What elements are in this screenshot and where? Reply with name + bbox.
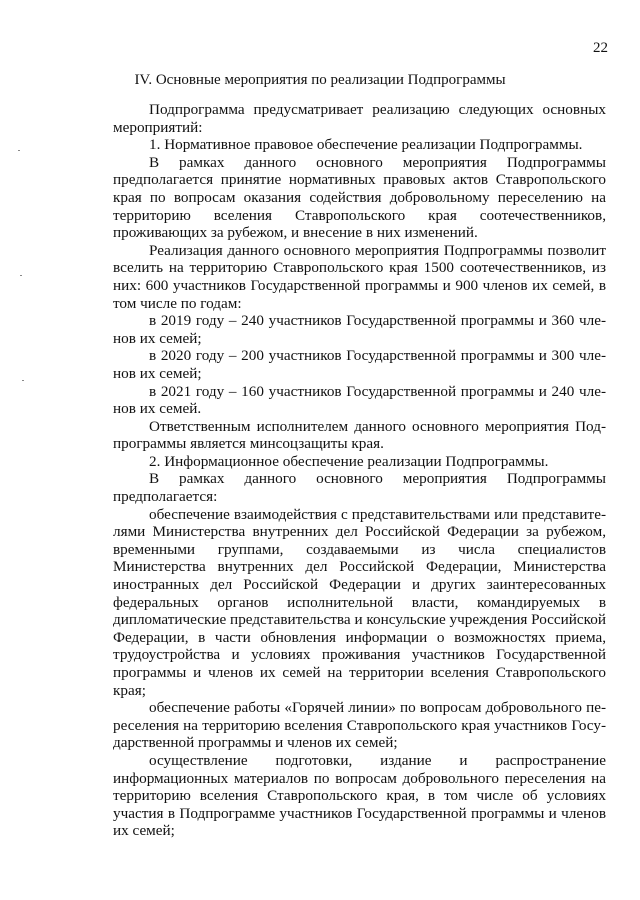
paragraph-item-2-heading: 2. Информационное обеспечение реализации Подпрограммы. <box>149 452 549 470</box>
paragraph-year-2021: в 2021 году – 160 участников Государственной программы и 240 членов их семей. <box>113 382 606 418</box>
paragraph-item-1-result: Реализация данного основного мероприятия Подпрограммы позволит вселить на территорию Ставропольского края 1500 соотечественников, из них: 600 участников Государственной программы и 900 членов их семей, в том числе по годам: <box>113 241 606 312</box>
paragraph-item-1-executor: Ответственным исполнителем данного основного мероприятия Подпрограммы является минсоцзащиты края. <box>113 417 606 453</box>
scan-speck <box>20 275 22 276</box>
paragraph-year-2019: в 2019 году – 240 участников Государственной программы и 360 членов их семей; <box>113 312 606 347</box>
paragraph-item-2-interaction: обеспечение взаимодействия с представительствами или представителями Министерства внутренних дел Российской Федерации за рубежом, временными группами, создаваемыми из числа специалистов Министерства внутренних дел Российской Федерации, Министерства иностранных дел Российской Федерации и других заинтересованных федеральных органов исполнительной власти, командируемых в дипломатические представительства и консульские учреждения Российской Федерации, в части обновления информации о возможностях приема, трудоустройства и условиях проживания участников Государственной программы и членов их семей на территории вселения Ставропольского края; <box>113 505 606 699</box>
paragraph-item-1-description: В рамках данного основного мероприятия Подпрограммы предполагается принятие нормативных правовых актов Ставропольского края по вопросам оказания содействия добровольному переселению на территорию вселения Ставропольского края соотечественников, проживающих за рубежом, и внесение в них изменений. <box>113 153 606 242</box>
paragraph-item-2-materials: осуществление подготовки, издание и распространение информационных материалов по вопросам добровольного переселения на территорию вселения Ставропольского края, в том числе об условиях участия в Подпрограмме участников Государственной программы и членов их семей; <box>113 751 606 840</box>
scan-speck <box>18 150 20 151</box>
scan-speck <box>22 380 24 381</box>
paragraph-intro: Подпрограмма предусматривает реализацию следующих основных мероприятий: <box>113 101 606 136</box>
paragraph-item-2-hotline: обеспечение работы «Горячей линии» по вопросам добровольного переселения на территорию вселения Ставропольского края участников Государственной программы и членов их семей; <box>113 699 606 752</box>
page-number: 22 <box>593 40 608 56</box>
paragraph-year-2020: в 2020 году – 200 участников Государственной программы и 300 членов их семей; <box>113 347 606 382</box>
paragraph-item-2-intro: В рамках данного основного мероприятия Подпрограммы предполагается: <box>113 470 606 506</box>
paragraph-item-1-heading: 1. Нормативное правовое обеспечение реализации Подпрограммы. <box>149 136 583 154</box>
document-body <box>113 101 606 840</box>
section-title: IV. Основные мероприятия по реализации Подпрограммы <box>134 72 506 88</box>
